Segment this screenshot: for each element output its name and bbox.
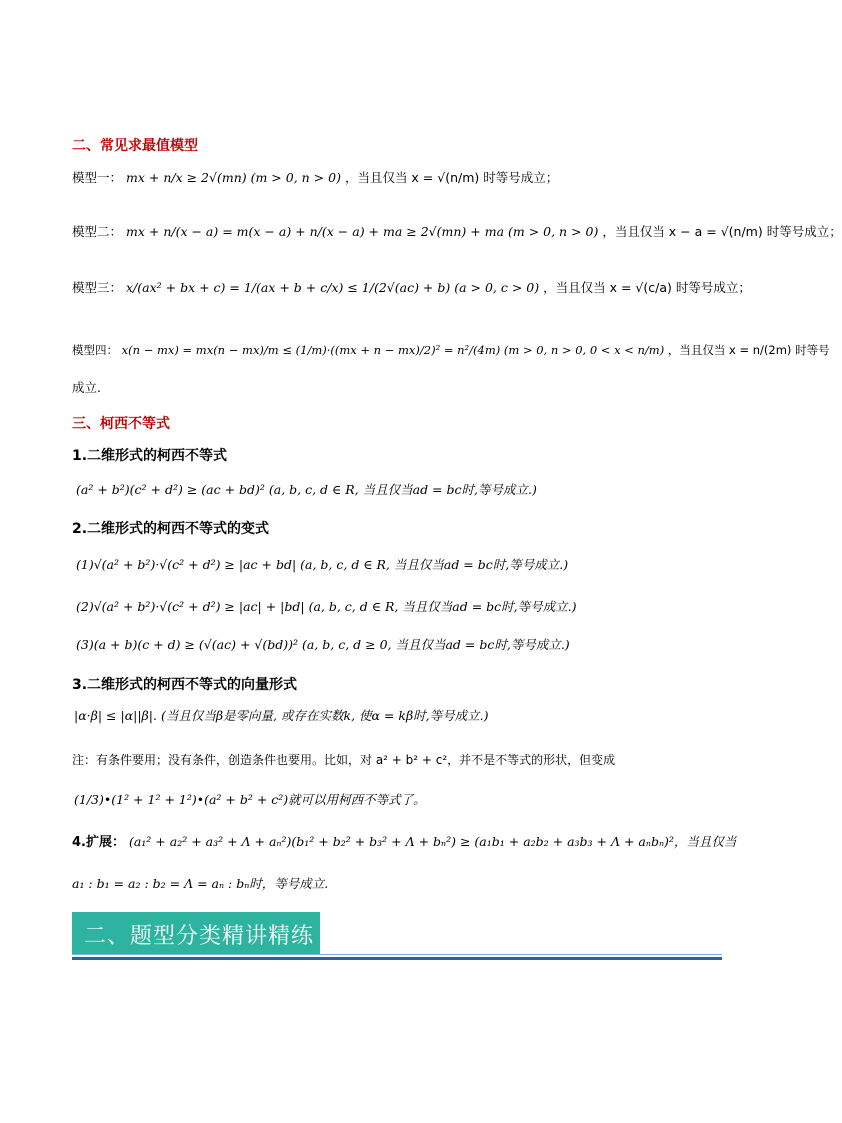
cauchy-heading-1: 1.二维形式的柯西不等式 bbox=[72, 448, 228, 464]
section-banner bbox=[72, 912, 320, 954]
extension-label: 4.扩展： bbox=[72, 835, 125, 850]
model-4-label: 模型四： bbox=[72, 343, 118, 357]
cauchy-formula-2b: (2)√(a² + b²)·√(c² + d²) ≥ |ac| + |bd| (a, b, c, d ∈ R, 当且仅当ad = bc时,等号成立.) bbox=[76, 599, 577, 614]
model-4-condition: ，当且仅当 x = n/(2m) 时等号 bbox=[667, 343, 830, 357]
note-line-1: 注：有条件要用；没有条件，创造条件也要用。比如，对 a² + b² + c²，并不是不等式的形状，但变成 bbox=[72, 753, 616, 767]
divider bbox=[72, 957, 722, 960]
cauchy-heading-2: 2.二维形式的柯西不等式的变式 bbox=[72, 521, 270, 537]
model-2-label: 模型二： bbox=[72, 224, 123, 239]
section-banner-title: 二、题型分类精讲精练 bbox=[84, 924, 315, 949]
model-2 bbox=[72, 222, 842, 242]
model-4 bbox=[72, 340, 830, 360]
model-3-formula: x/(ax² + bx + c) = 1/(ax + b + c/x) ≤ 1/(2√(ac) + b) (a > 0, c > 0) bbox=[126, 280, 540, 295]
model-1 bbox=[72, 168, 558, 188]
model-4-formula: x(n − mx) = mx(n − mx)/m ≤ (1/m)·((mx + n − mx)/2)² = n²/(4m) (m > 0, n > 0, 0 < x < n/m) bbox=[121, 343, 665, 357]
extension-formula: (a₁² + a₂² + a₃² + Λ + aₙ²)(b₁² + b₂² + b₃² + Λ + bₙ²) ≥ (a₁b₁ + a₂b₂ + a₃b₃ + Λ + aₙbₙ)²，当且仅当 bbox=[128, 834, 737, 849]
section-title-cauchy: 三、柯西不等式 bbox=[72, 416, 170, 432]
cauchy-formula-1: (a² + b²)(c² + d²) ≥ (ac + bd)² (a, b, c, d ∈ R, 当且仅当ad = bc时,等号成立.) bbox=[76, 482, 537, 497]
cauchy-heading-3: 3.二维形式的柯西不等式的向量形式 bbox=[72, 677, 298, 693]
model-3-condition: ，当且仅当 x = √(c/a) 时等号成立； bbox=[543, 280, 751, 295]
model-1-formula: mx + n/x ≥ 2√(mn) (m > 0, n > 0) bbox=[126, 170, 341, 185]
section-title-common-models: 二、常见求最值模型 bbox=[72, 138, 198, 154]
model-1-condition: ，当且仅当 x = √(n/m) 时等号成立； bbox=[344, 170, 559, 185]
model-3-label: 模型三： bbox=[72, 280, 123, 295]
note-line-2: (1/3)•(1² + 1² + 1²)•(a² + b² + c²)就可以用柯西不等式了。 bbox=[74, 792, 426, 807]
divider-light bbox=[72, 954, 722, 955]
model-4-continued: 成立. bbox=[72, 380, 101, 395]
extension bbox=[72, 832, 736, 853]
model-2-formula: mx + n/(x − a) = m(x − a) + n/(x − a) + ma ≥ 2√(mn) + ma (m > 0, n > 0) bbox=[126, 224, 599, 239]
extension-condition: a₁ : b₁ = a₂ : b₂ = Λ = aₙ : bₙ时，等号成立. bbox=[72, 876, 329, 891]
cauchy-formula-2c: (3)(a + b)(c + d) ≥ (√(ac) + √(bd))² (a, b, c, d ≥ 0, 当且仅当ad = bc时,等号成立.) bbox=[76, 637, 570, 652]
cauchy-formula-2a: (1)√(a² + b²)·√(c² + d²) ≥ |ac + bd| (a, b, c, d ∈ R, 当且仅当ad = bc时,等号成立.) bbox=[76, 557, 569, 572]
model-3 bbox=[72, 278, 751, 298]
model-1-label: 模型一： bbox=[72, 170, 123, 185]
cauchy-formula-3: |α·β| ≤ |α||β|. (当且仅当β是零向量, 或存在实数k, 使α = kβ时,等号成立.) bbox=[74, 708, 489, 723]
model-2-condition: ，当且仅当 x − a = √(n/m) 时等号成立； bbox=[602, 224, 842, 239]
